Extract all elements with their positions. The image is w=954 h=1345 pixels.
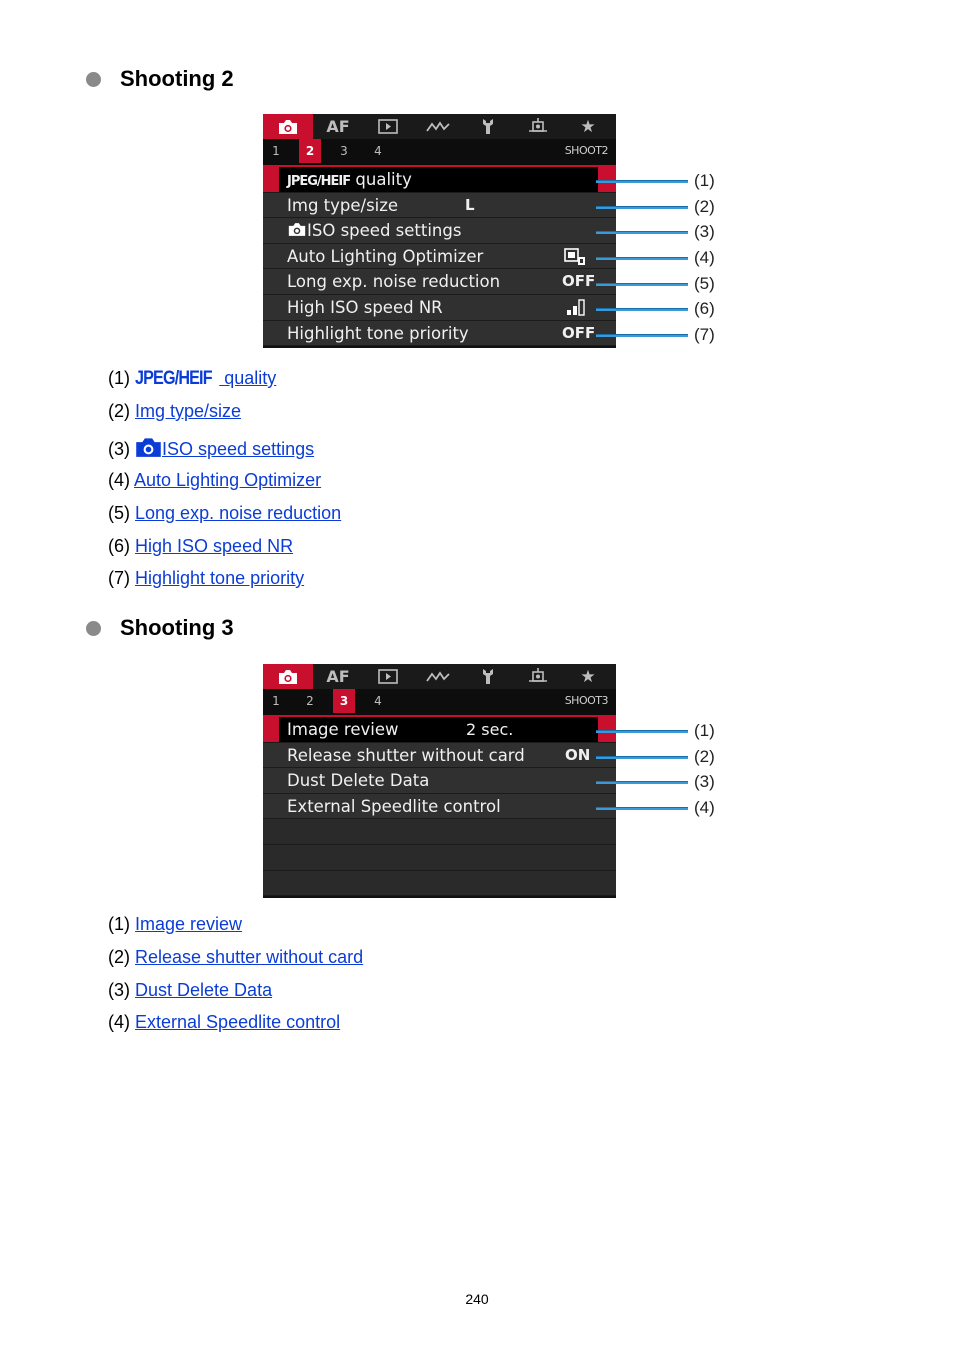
tab-playback[interactable] — [363, 114, 413, 139]
tab-playback[interactable] — [363, 664, 413, 689]
callout-number: (3) — [694, 222, 715, 241]
callout-number: (1) — [694, 721, 715, 740]
menu-tab-bar — [263, 114, 616, 139]
tab-shooting[interactable] — [263, 664, 313, 689]
legend-item — [108, 914, 242, 935]
camera-icon — [277, 669, 299, 685]
callout-number: (4) — [694, 798, 715, 817]
legend-item — [108, 401, 241, 422]
tab-wireless[interactable] — [413, 664, 463, 689]
camera-icon — [277, 119, 299, 135]
callout-line — [596, 231, 688, 234]
menu-item-highlight-tone-priority[interactable] — [263, 321, 616, 347]
legend-number: (4) — [108, 1012, 130, 1032]
section-title: Shooting 2 — [120, 66, 234, 91]
wireless-icon — [426, 121, 450, 133]
callout-line — [596, 308, 688, 311]
page-number: 240 — [465, 1291, 489, 1307]
tab-setup[interactable] — [463, 664, 513, 689]
callout-number: (4) — [694, 248, 715, 267]
legend-item — [108, 536, 293, 557]
menu-item-long-exp-noise-reduction[interactable] — [263, 269, 616, 295]
star-icon: ★ — [580, 116, 596, 137]
bullet-icon — [86, 621, 101, 636]
legend-number: (4) — [108, 470, 130, 490]
menu-item-label: Highlight tone priority — [287, 323, 469, 343]
page-4[interactable]: 4 — [374, 144, 382, 158]
menu-item-value: 2 sec. — [466, 720, 514, 739]
page-3[interactable]: 3 — [340, 144, 348, 158]
link-iso-speed-settings[interactable] — [135, 439, 314, 459]
callout-number: (3) — [694, 772, 715, 791]
callout-number: (7) — [694, 325, 715, 344]
link-text: quality — [219, 368, 277, 388]
menu-item-high-iso-speed-nr[interactable] — [263, 295, 616, 321]
legend-number: (1) — [108, 914, 130, 934]
menu-tab-bar — [263, 664, 616, 689]
legend-number: (3) — [108, 980, 130, 1000]
legend-number: (5) — [108, 503, 130, 523]
menu-item-img-type-size[interactable] — [263, 193, 616, 219]
camera-menu-shoot2 — [263, 114, 616, 348]
wireless-icon — [426, 671, 450, 683]
menu-item-label: Auto Lighting Optimizer — [287, 246, 484, 266]
legend-item — [108, 368, 276, 390]
legend-number: (1) — [108, 368, 130, 388]
callout-line — [596, 283, 688, 286]
link-dust-delete-data[interactable]: Dust Delete Data — [135, 980, 273, 1000]
custom-functions-icon — [529, 668, 547, 685]
legend-number: (2) — [108, 947, 130, 967]
page-2[interactable]: 2 — [299, 139, 321, 163]
menu-item-label — [287, 221, 461, 240]
page-2[interactable]: 2 — [306, 694, 314, 708]
alo-icon — [564, 248, 586, 266]
section-heading-shooting-3 — [86, 615, 234, 641]
menu-item-label: External Speedlite control — [287, 796, 501, 816]
callout-line — [596, 180, 688, 183]
menu-item-iso-speed-settings[interactable] — [263, 218, 616, 244]
legend-number: (3) — [108, 439, 130, 459]
tab-custom-functions[interactable] — [513, 664, 563, 689]
menu-item-value: L — [465, 195, 475, 214]
legend-item — [108, 503, 341, 524]
callout-number: (2) — [694, 747, 715, 766]
menu-item-auto-lighting-optimizer[interactable] — [263, 244, 616, 270]
legend-item — [108, 470, 321, 491]
legend-item — [108, 980, 272, 1001]
callout-number: (2) — [694, 197, 715, 216]
link-image-review[interactable]: Image review — [135, 914, 243, 934]
tab-af[interactable] — [313, 114, 363, 139]
callout-line — [596, 781, 688, 784]
callout-number: (5) — [694, 274, 715, 293]
callout-number: (6) — [694, 299, 715, 318]
menu-code: SHOOT2 — [564, 144, 608, 157]
menu-empty-row — [263, 845, 616, 871]
link-text: ISO speed settings — [162, 439, 315, 459]
af-label: AF — [326, 117, 350, 136]
tab-my-menu[interactable] — [563, 114, 613, 139]
menu-empty-row — [263, 819, 616, 845]
link-highlight-tone-priority[interactable]: Highlight tone priority — [135, 568, 305, 588]
nr-bars-icon — [566, 299, 586, 316]
page-3[interactable]: 3 — [333, 689, 355, 713]
callout-line — [596, 730, 688, 733]
menu-item-label: Release shutter without card — [287, 745, 525, 765]
menu-item-value: ON — [565, 745, 591, 764]
menu-page-row — [263, 689, 616, 715]
menu-code: SHOOT3 — [564, 694, 608, 707]
link-external-speedlite-control[interactable]: External Speedlite control — [135, 1012, 341, 1032]
link-quality[interactable] — [135, 368, 276, 388]
legend-number: (2) — [108, 401, 130, 421]
legend-item — [108, 568, 304, 589]
camera-icon — [135, 437, 162, 457]
menu-item-quality[interactable] — [263, 167, 616, 193]
menu-item-label: Long exp. noise reduction — [287, 272, 501, 292]
page-4[interactable]: 4 — [374, 694, 382, 708]
callout-line — [596, 756, 688, 759]
tab-setup[interactable] — [463, 114, 513, 139]
menu-item-value: OFF — [562, 272, 596, 291]
camera-menu-shoot3 — [263, 664, 616, 898]
callout-number: (1) — [694, 171, 715, 190]
menu-item-label: Image review — [287, 720, 399, 739]
page-1[interactable]: 1 — [272, 694, 280, 708]
link-img-type-size[interactable]: Img type/size — [135, 401, 242, 421]
playback-icon — [378, 669, 398, 684]
jpeg-heif-icon: JPEG/HEIF — [287, 174, 351, 189]
legend-number: (6) — [108, 536, 130, 556]
menu-item-external-speedlite-control[interactable] — [263, 794, 616, 820]
af-label: AF — [326, 667, 350, 686]
menu-item-label: Dust Delete Data — [287, 771, 430, 791]
callout-line — [596, 807, 688, 810]
playback-icon — [378, 119, 398, 134]
menu-bottom-edge — [263, 896, 616, 898]
wrench-icon — [481, 118, 495, 135]
link-auto-lighting-optimizer[interactable]: Auto Lighting Optimizer — [134, 470, 322, 490]
menu-item-image-review[interactable] — [263, 717, 616, 743]
section-heading-shooting-2 — [86, 66, 234, 92]
menu-item-text: quality — [355, 170, 412, 189]
camera-icon — [287, 222, 307, 237]
callout-line — [596, 257, 688, 260]
tab-my-menu[interactable] — [563, 664, 613, 689]
link-long-exp-noise-reduction[interactable]: Long exp. noise reduction — [135, 503, 342, 523]
menu-empty-row — [263, 871, 616, 897]
legend-item — [108, 947, 363, 968]
tab-af[interactable] — [313, 664, 363, 689]
callout-line — [596, 334, 688, 337]
menu-item-label: Img type/size — [287, 195, 399, 215]
link-release-shutter-without-card[interactable]: Release shutter without card — [135, 947, 364, 967]
legend-item — [108, 437, 314, 460]
legend-number: (7) — [108, 568, 130, 588]
callout-line — [596, 206, 688, 209]
bullet-icon — [86, 72, 101, 87]
tab-shooting[interactable] — [263, 114, 313, 139]
link-high-iso-speed-nr[interactable]: High ISO speed NR — [135, 536, 294, 556]
menu-item-text: ISO speed settings — [307, 221, 462, 241]
menu-page-row — [263, 139, 616, 165]
tab-wireless[interactable] — [413, 114, 463, 139]
jpeg-heif-icon: JPEG/HEIF — [135, 368, 212, 389]
star-icon: ★ — [580, 666, 596, 687]
custom-functions-icon — [529, 118, 547, 135]
menu-bottom-edge — [263, 346, 616, 348]
legend-item — [108, 1012, 340, 1033]
page-1[interactable]: 1 — [272, 144, 280, 158]
menu-item-value: OFF — [562, 323, 596, 342]
menu-item-label — [287, 170, 412, 189]
menu-item-release-shutter-without-card[interactable] — [263, 743, 616, 769]
menu-item-dust-delete-data[interactable] — [263, 768, 616, 794]
section-title: Shooting 3 — [120, 615, 234, 640]
tab-custom-functions[interactable] — [513, 114, 563, 139]
menu-item-label: High ISO speed NR — [287, 297, 443, 317]
wrench-icon — [481, 668, 495, 685]
